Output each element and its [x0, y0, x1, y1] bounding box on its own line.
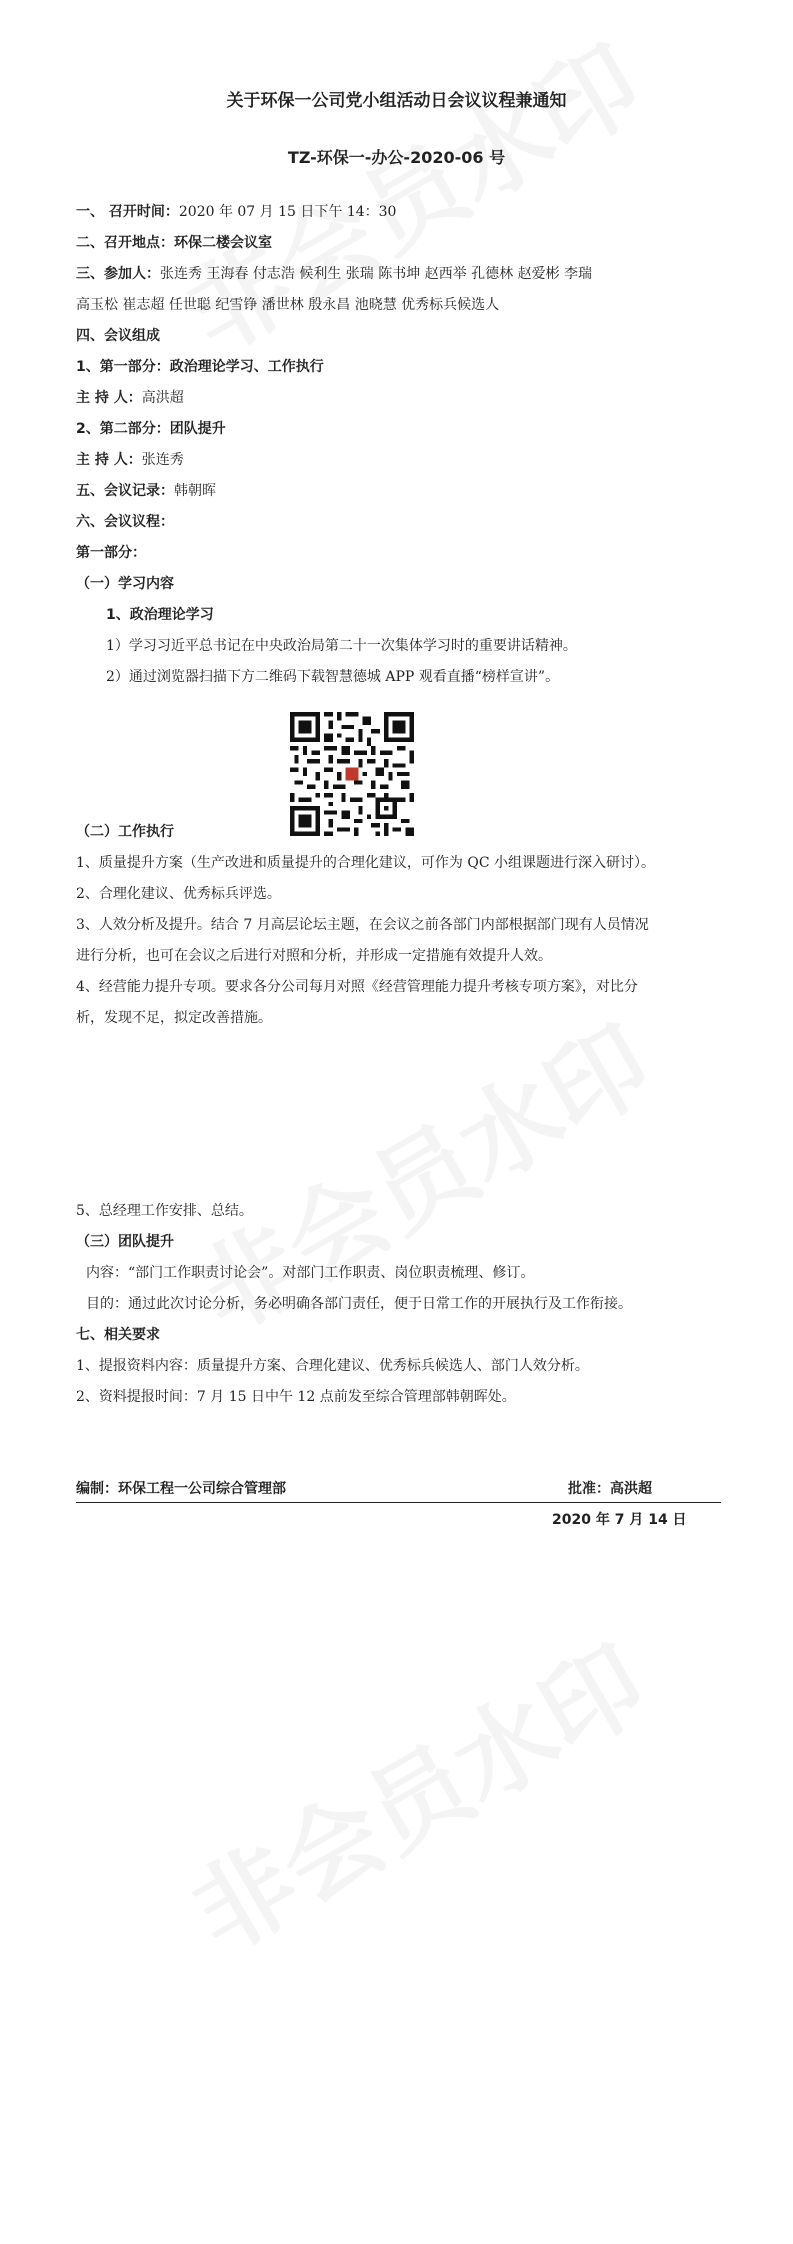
- participants: [76, 264, 736, 284]
- team-purpose: 目的：通过此次讨论分析，务必明确各部门责任，便于日常工作的开展执行及工作衔接。: [86, 1296, 632, 1312]
- work-item-5: 5、总经理工作安排、总结。: [76, 1203, 253, 1219]
- part1-value: 政治理论学习、工作执行: [169, 359, 324, 375]
- meeting-time: [76, 202, 736, 222]
- document-number: TZ-环保一-办公-2020-06 号: [287, 148, 506, 167]
- work-item-1: 1、质量提升方案（生产改进和质量提升的合理化建议，可作为 QC 小组课题进行深入研讨）。: [76, 855, 655, 871]
- part2-value: 团队提升: [169, 421, 226, 437]
- recorder-label: 五、会议记录：: [76, 483, 174, 499]
- host2-value: 张连秀: [141, 452, 184, 468]
- host1-label: 主 持 人：: [76, 390, 142, 406]
- watermark: [157, 5, 662, 380]
- work-item-4: 4、经营能力提升专项。要求各分公司每月对照《经营管理能力提升考核专项方案》，对比分: [76, 979, 638, 995]
- work-item-3-cont: 进行分析，也可在会议之后进行对照和分析，并形成一定措施有效提升人效。: [76, 948, 552, 964]
- qr-code-icon: [290, 712, 414, 836]
- document-title: 关于环保一公司党小组活动日会议议程兼通知: [226, 91, 567, 111]
- agenda-heading: 六、会议议程：: [76, 514, 174, 530]
- host2-line: [76, 450, 736, 470]
- study-item-2: 2）通过浏览器扫描下方二维码下载智慧德城 APP 观看直播“榜样宣讲”。: [106, 669, 560, 685]
- team-heading: （三）团队提升: [76, 1234, 174, 1250]
- recorder-value: 韩朝晖: [174, 483, 216, 499]
- study-item-1: 1）学习习近平总书记在中央政治局第二十一次集体学习时的重要讲话精神。: [106, 638, 577, 654]
- participants-line2: 高玉松 崔志超 任世聪 纪雪铮 潘世林 殷永昌 池晓慧 优秀标兵候选人: [76, 297, 500, 313]
- host1-value: 高洪超: [141, 390, 184, 406]
- part1-line: [76, 357, 736, 377]
- host1-line: [76, 388, 736, 408]
- work-item-2: 2、合理化建议、优秀标兵评选。: [76, 886, 281, 902]
- part2-label: 2、第二部分：: [76, 421, 170, 437]
- footer-date: 2020 年 7 月 14 日: [552, 1512, 687, 1528]
- composition-heading: 四、会议组成: [76, 328, 160, 344]
- participants-line1: 张连秀 王海春 付志浩 候利生 张瑞 陈书坤 赵西举 孔德林 赵爱彬 李瑞: [160, 266, 593, 282]
- study-heading: （一）学习内容: [76, 576, 174, 592]
- participants-label: 三、参加人：: [76, 266, 160, 282]
- work-heading: （二）工作执行: [76, 824, 174, 840]
- part1-label: 1、第一部分：: [76, 359, 170, 375]
- footer-editor: 编制：环保工程一公司综合管理部: [76, 1481, 286, 1497]
- part2-line: [76, 419, 736, 439]
- meeting-place-label: 二、召开地点：: [76, 235, 174, 251]
- host2-label: 主 持 人：: [76, 452, 142, 468]
- team-content: 内容：“部门工作职责讨论会”。对部门工作职责、岗位职责梳理、修订。: [86, 1265, 535, 1281]
- meeting-time-value: 2020 年 07 月 15 日下午 14：30: [178, 204, 397, 220]
- meeting-place: [76, 233, 736, 253]
- work-item-4-cont: 析，发现不足，拟定改善措施。: [76, 1010, 272, 1026]
- footer-underline: [76, 1502, 721, 1503]
- part1-heading: 第一部分：: [76, 545, 146, 561]
- footer-approver: 批准：高洪超: [568, 1481, 652, 1497]
- recorder-line: [76, 481, 736, 501]
- study-subheading: 1、政治理论学习: [106, 607, 214, 623]
- watermark: [162, 1605, 667, 1980]
- requirements-heading: 七、相关要求: [76, 1327, 160, 1343]
- meeting-place-value: 环保二楼会议室: [174, 235, 272, 251]
- work-item-3: 3、人效分析及提升。结合 7 月高层论坛主题，在会议之前各部门内部根据部门现有人员情况: [76, 917, 649, 933]
- requirements-item-2: 2、资料提报时间：7 月 15 日中午 12 点前发至综合管理部韩朝晖处。: [76, 1389, 516, 1405]
- requirements-item-1: 1、提报资料内容：质量提升方案、合理化建议、优秀标兵候选人、部门人效分析。: [76, 1358, 589, 1374]
- meeting-time-label: 一、 召开时间：: [76, 204, 179, 220]
